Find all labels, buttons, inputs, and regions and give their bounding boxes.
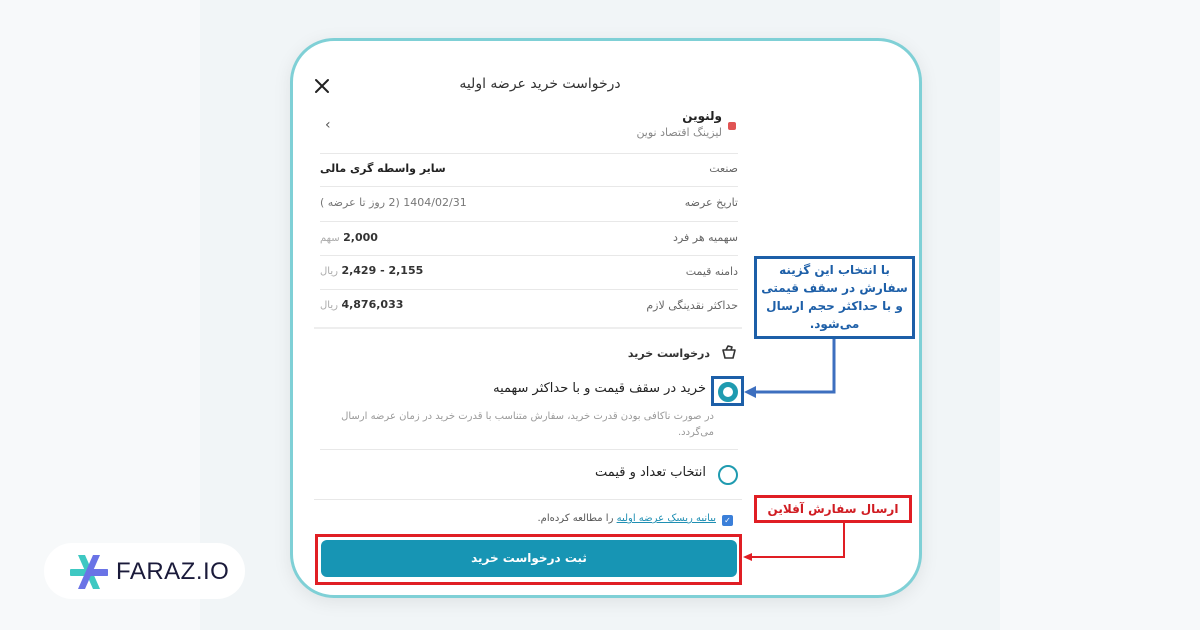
detail-value-industry: سایر واسطه گری مالی <box>320 162 446 175</box>
max-liquidity-unit: ریال <box>320 300 338 311</box>
agreement-checkbox[interactable]: ✓ <box>722 515 733 526</box>
detail-label-industry: صنعت <box>709 162 738 175</box>
dialog-title: درخواست خرید عرضه اولیه <box>459 76 621 92</box>
agreement-text <box>537 513 716 524</box>
detail-value-price-range <box>320 264 423 277</box>
radio-custom-quantity[interactable] <box>718 465 738 485</box>
radio-max-quota[interactable] <box>718 382 738 402</box>
submit-button[interactable]: ثبت درخواست خرید <box>321 540 737 577</box>
annotation-red-note: ارسال سفارش آفلاین <box>754 495 912 523</box>
option-custom-quantity-label[interactable]: انتخاب تعداد و قیمت <box>595 465 706 480</box>
faraz-logo-icon <box>68 551 110 593</box>
company-name: لیزینگ اقتصاد نوین <box>636 126 722 139</box>
price-range-value: 2,155 - 2,429 <box>341 264 424 277</box>
divider <box>314 327 742 329</box>
arrow-red-icon <box>740 521 850 561</box>
detail-value-date: 1404/02/31 (2 روز تا عرضه ) <box>320 196 467 209</box>
divider <box>320 153 738 154</box>
chevron-left-icon[interactable]: ‹ <box>325 117 331 133</box>
detail-label-max-liquidity: حداکثر نقدینگی لازم <box>646 299 738 312</box>
close-button[interactable] <box>312 76 332 96</box>
divider <box>320 255 738 256</box>
quota-unit: سهم <box>320 233 340 244</box>
arrow-blue-icon <box>740 337 840 403</box>
price-range-unit: ریال <box>320 266 338 277</box>
agreement-suffix: را مطالعه کرده‌ام. <box>537 513 614 524</box>
max-liquidity-value: 4,876,033 <box>341 298 404 311</box>
detail-label-price-range: دامنه قیمت <box>685 265 738 278</box>
option-max-quota-label[interactable]: خرید در سقف قیمت و با حداکثر سهمیه <box>493 381 706 396</box>
detail-value-max-liquidity <box>320 298 403 311</box>
option-max-quota-description: در صورت ناکافی بودن قدرت خرید، سفارش متناسب با قدرت خرید در زمان عرضه ارسال می‌گردد. <box>341 411 714 438</box>
detail-value-quota <box>320 231 378 244</box>
divider <box>320 449 738 450</box>
divider <box>320 221 738 222</box>
detail-label-date: تاریخ عرضه <box>684 196 738 209</box>
annotation-blue-note: با انتخاب این گزینه سفارش در سقف قیمتی و با حداکثر حجم ارسال می‌شود. <box>754 256 915 339</box>
section-title: درخواست خرید <box>627 347 710 360</box>
quota-value: 2,000 <box>343 231 378 244</box>
divider <box>320 186 738 187</box>
risk-statement-link[interactable]: بیانیه ریسک عرضه اولیه <box>616 513 716 524</box>
company-symbol: ولنوین <box>682 109 722 123</box>
divider <box>320 289 738 290</box>
close-icon <box>312 76 332 96</box>
status-dot <box>728 122 736 130</box>
brand-logo-text: FARAZ.IO <box>116 558 230 585</box>
divider <box>314 499 742 500</box>
detail-label-quota: سهمیه هر فرد <box>673 231 738 244</box>
shopping-bag-icon <box>720 344 738 360</box>
